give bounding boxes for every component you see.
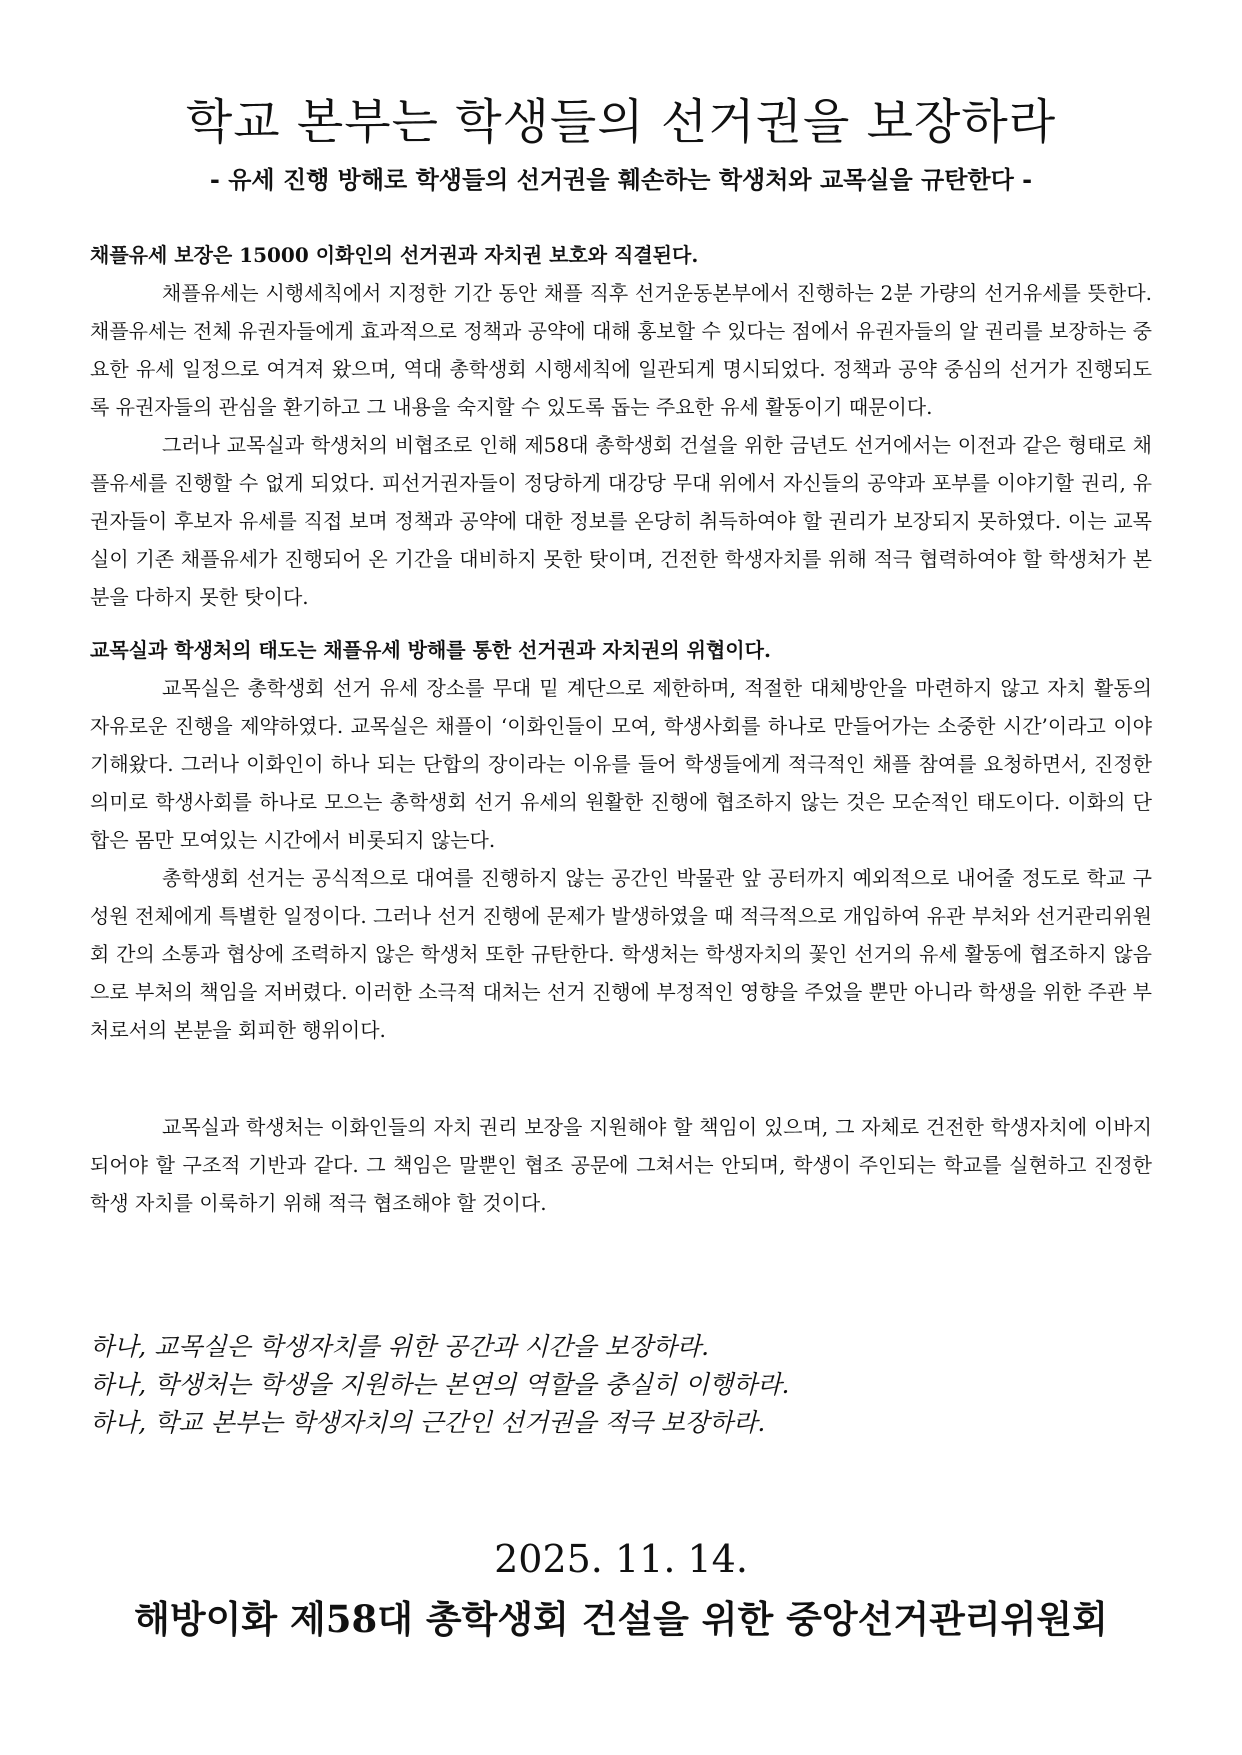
section-2-heading: 교목실과 학생처의 태도는 채플유세 방해를 통한 선거권과 자치권의 위협이다. <box>90 638 771 662</box>
document-title: 학교 본부는 학생들의 선거권을 보장하라 <box>185 94 1057 150</box>
section-2 <box>90 631 1152 1049</box>
section-1 <box>90 236 1152 616</box>
document-subtitle: - 유세 진행 방해로 학생들의 선거권을 훼손하는 학생처와 교목실을 규탄한다 - <box>209 166 1033 194</box>
resolution-item: 하나, 학교 본부는 학생자치의 근간인 선거권을 적극 보장하라. <box>90 1408 766 1437</box>
resolution-item: 하나, 교목실은 학생자치를 위한 공간과 시간을 보장하라. <box>90 1332 710 1361</box>
section-1-paragraph-2: 그러나 교목실과 학생처의 비협조로 인해 제58대 총학생회 건설을 위한 금년도 선거에서는 이전과 같은 형태로 채플유세를 진행할 수 없게 되었다. 피선거권자들이 정당하게 대강당 무대 위에서 자신들의 공약과 포부를 이야기할 권리, 유권자들이 후보자 유세를 직접 보며 정책과 공약에 대한 정보를 온당히 취득하여야 할 권리가 보장되지 못하였다. 이는 교목실이 기존 채플유세가 진행되어 온 기간을 대비하지 못한 탓이며, 건전한 학생자치를 위해 적극 협력하여야 할 학생처가 본분을 다하지 못한 탓이다. <box>90 433 1152 609</box>
resolution-item: 하나, 학생처는 학생을 지원하는 본연의 역할을 충실히 이행하라. <box>90 1370 790 1399</box>
section-3-paragraph: 교목실과 학생처는 이화인들의 자치 권리 보장을 지원해야 할 책임이 있으며, 그 자체로 건전한 학생자치에 이바지되어야 할 구조적 기반과 같다. 그 책임은 말뿐인 협조 공문에 그쳐서는 안되며, 학생이 주인되는 학교를 실현하고 진정한 학생 자치를 이룩하기 위해 적극 협조해야 할 것이다. <box>90 1115 1152 1215</box>
resolutions-list <box>90 1328 789 1442</box>
section-1-paragraph-1: 채플유세는 시행세칙에서 지정한 기간 동안 채플 직후 선거운동본부에서 진행하는 2분 가량의 선거유세를 뜻한다. 채플유세는 전체 유권자들에게 효과적으로 정책과 공약에 대해 홍보할 수 있다는 점에서 유권자들의 알 권리를 보장하는 중요한 유세 일정으로 여겨져 왔으며, 역대 총학생회 시행세칙에 일관되게 명시되었다. 정책과 공약 중심의 선거가 진행되도록 유권자들의 관심을 환기하고 그 내용을 숙지할 수 있도록 돕는 주요한 유세 활동이기 때문이다. <box>90 281 1152 419</box>
section-3 <box>90 1108 1152 1222</box>
section-2-paragraph-2: 총학생회 선거는 공식적으로 대여를 진행하지 않는 공간인 박물관 앞 공터까지 예외적으로 내어줄 정도로 학교 구성원 전체에게 특별한 일정이다. 그러나 선거 진행에 문제가 발생하였을 때 적극적으로 개입하여 유관 부처와 선거관리위원회 간의 소통과 협상에 조력하지 않은 학생처 또한 규탄한다. 학생처는 학생자치의 꽃인 선거의 유세 활동에 협조하지 않음으로 부처의 책임을 저버렸다. 이러한 소극적 대처는 선거 진행에 부정적인 영향을 주었을 뿐만 아니라 학생을 위한 주관 부처로서의 본분을 회피한 행위이다. <box>90 866 1152 1042</box>
issue-date: 2025. 11. 14. <box>494 1537 748 1581</box>
issuer-signature: 해방이화 제58대 총학생회 건설을 위한 중앙선거관리위원회 <box>134 1597 1108 1641</box>
section-2-paragraph-1: 교목실은 총학생회 선거 유세 장소를 무대 밑 계단으로 제한하며, 적절한 대체방안을 마련하지 않고 자치 활동의 자유로운 진행을 제약하였다. 교목실은 채플이 ‘이화인들이 모여, 학생사회를 하나로 만들어가는 소중한 시간’이라고 이야기해왔다. 그러나 이화인이 하나 되는 단합의 장이라는 이유를 들어 학생들에게 적극적인 채플 참여를 요청하면서, 진정한 의미로 학생사회를 하나로 모으는 총학생회 선거 유세의 원활한 진행에 협조하지 않는 것은 모순적인 태도이다. 이화의 단합은 몸만 모여있는 시간에서 비롯되지 않는다. <box>90 676 1152 852</box>
section-1-heading: 채플유세 보장은 15000 이화인의 선거권과 자치권 보호와 직결된다. <box>90 243 699 267</box>
